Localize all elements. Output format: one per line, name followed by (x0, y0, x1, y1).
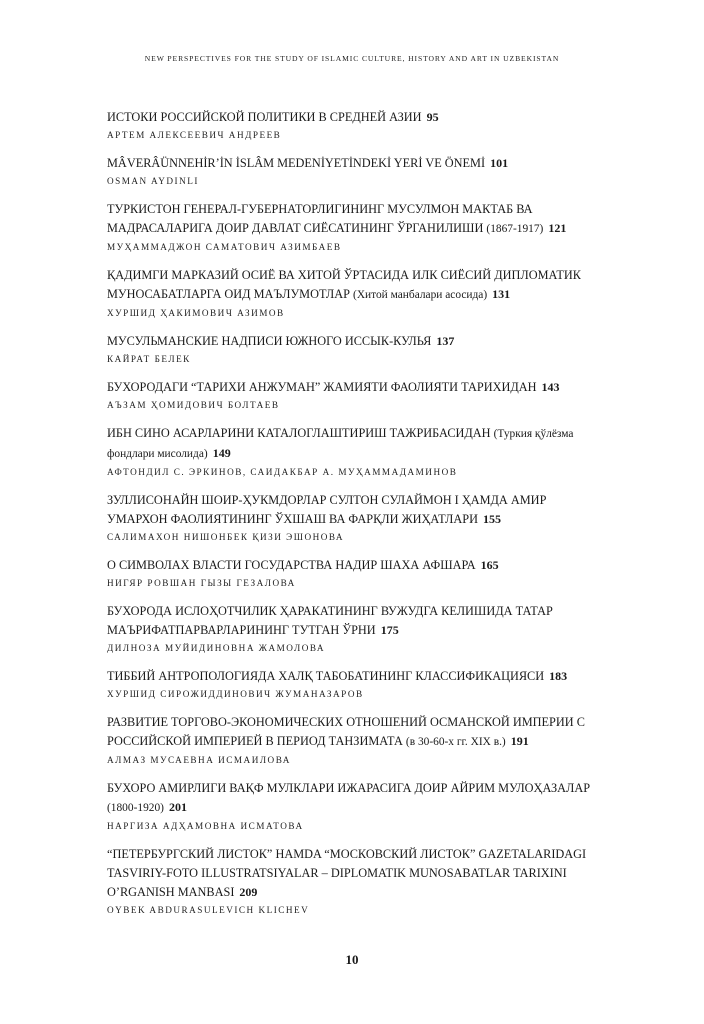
toc-entry (107, 556, 607, 591)
entry-title: ЗУЛЛИСОНАЙН ШОИР-ҲУКМДОРЛАР СУЛТОН СУЛАЙМОН I ҲАМДА АМИР УМАРХОН ФАОЛИЯТИНИНГ ЎХШАШ ВА ФАРҚЛИ ЖИҲАТЛАРИ (107, 493, 547, 526)
entry-author: АЛМАЗ МУСАЕВНА ИСМАИЛОВА (107, 755, 291, 765)
entry-author: НИГЯР РОВШАН ГЫЗЫ ГЕЗАЛОВА (107, 578, 296, 588)
entry-title-line (107, 779, 607, 818)
entry-title-line (107, 200, 607, 239)
entry-page-number: 95 (426, 110, 439, 124)
entry-title-line (107, 424, 607, 464)
entry-author: ХУРШИД ҲАКИМОВИЧ АЗИМОВ (107, 308, 285, 318)
toc-entry (107, 602, 607, 656)
entry-author: OSMAN AYDINLI (107, 176, 199, 186)
entry-subtitle: (1800-1920) (107, 802, 164, 814)
entry-title: ТУРКИСТОН ГЕНЕРАЛ-ГУБЕРНАТОРЛИГИНИНГ МУСУЛМОН МАКТАБ ВА МАДРАСАЛАРИГА ДОИР ДАВЛАТ СИЁСАТИНИНГ ЎРГАНИЛИШИ (107, 202, 533, 235)
entry-author: КАЙРАТ БЕЛЕК (107, 354, 191, 364)
entry-title: ҚАДИМГИ МАРКАЗИЙ ОСИЁ ВА ХИТОЙ ЎРТАСИДА ИЛК СИЁСИЙ ДИПЛОМАТИК МУНОСАБАТЛАРГА ОИД МАЪЛУМОТЛАР (107, 268, 581, 301)
toc-entry (107, 200, 607, 255)
entry-page-number: 143 (541, 380, 560, 394)
entry-subtitle: (1867-1917) (486, 223, 544, 235)
entry-page-number: 101 (490, 156, 509, 170)
entry-page-number: 149 (212, 446, 231, 460)
toc-entry (107, 108, 607, 143)
entry-title-line (107, 602, 607, 640)
entry-author: OYBEK ABDURASULEVICH KLICHEV (107, 905, 310, 915)
entry-author: ДИЛНОЗА МУЙИДИНОВНА ЖАМОЛОВА (107, 643, 326, 653)
entry-title-line (107, 713, 607, 752)
toc-entry (107, 266, 607, 321)
entry-subtitle: (в 30-60-х гг. XIX в.) (405, 736, 506, 748)
entry-title-line (107, 108, 607, 127)
entry-subtitle: (Туркия қўлёзма фондлари мисолида) (107, 428, 574, 460)
entry-page-number: 201 (168, 800, 187, 814)
entry-author: НАРГИЗА АДҲАМОВНА ИСМАТОВА (107, 821, 304, 831)
running-header: NEW PERSPECTIVES FOR THE STUDY OF ISLAMIC CULTURE, HISTORY AND ART IN UZBEKISTAN (144, 54, 560, 63)
toc-entry (107, 491, 607, 545)
entry-title: ИБН СИНО АСАРЛАРИНИ КАТАЛОГЛАШТИРИШ ТАЖРИБАСИДАН (107, 426, 491, 440)
entry-author: АРТЕМ АЛЕКСЕЕВИЧ АНДРЕЕВ (107, 130, 282, 140)
entry-title: БУХОРО АМИРЛИГИ ВАҚФ МУЛКЛАРИ ИЖАРАСИГА ДОИР АЙРИМ МУЛОҲАЗАЛАР (107, 781, 591, 795)
entry-page-number: 175 (380, 623, 399, 637)
entry-title: MÂVERÂÜNNEHİR’İN İSLÂM MEDENİYETİNDEKİ YERİ VE ÖNEMİ (107, 156, 486, 170)
entry-author: САЛИМАХОН НИШОНБЕК ҚИЗИ ЭШОНОВА (107, 532, 345, 542)
entry-title: БУХОРОДА ИСЛОҲОТЧИЛИК ҲАРАКАТИНИНГ ВУЖУДГА КЕЛИШИДА ТАТАР МАЪРИФАТПАРВАРЛАРИНИНГ ТУТГАН ЎРНИ (107, 604, 553, 637)
entry-title: БУХОРОДАГИ “ТАРИХИ АНЖУМАН” ЖАМИЯТИ ФАОЛИЯТИ ТАРИХИДАН (107, 380, 537, 394)
entry-title: О СИМВОЛАХ ВЛАСТИ ГОСУДАРСТВА НАДИР ШАХА АФШАРА (107, 558, 476, 572)
entry-page-number: 209 (239, 885, 258, 899)
page-number: 10 (345, 952, 359, 967)
toc-entry (107, 332, 607, 367)
entry-subtitle: (Хитой манбалари асосида) (353, 289, 488, 301)
toc-entry (107, 713, 607, 768)
toc-entry (107, 667, 607, 702)
entry-title: ИСТОКИ РОССИЙСКОЙ ПОЛИТИКИ В СРЕДНЕЙ АЗИИ (107, 110, 422, 124)
toc-entry (107, 378, 607, 413)
toc-entry (107, 154, 607, 189)
entry-author: АЪЗАМ ҲОМИДОВИЧ БОЛТАЕВ (107, 400, 280, 410)
entry-title-line (107, 154, 607, 173)
toc-entry (107, 845, 607, 918)
toc-entry (107, 424, 607, 480)
entry-page-number: 165 (480, 558, 499, 572)
entry-title: МУСУЛЬМАНСКИЕ НАДПИСИ ЮЖНОГО ИССЫК-КУЛЬЯ (107, 334, 432, 348)
entry-author: МУҲАММАДЖОН САМАТОВИЧ АЗИМБАЕВ (107, 242, 342, 252)
entry-page-number: 121 (548, 221, 567, 235)
entry-title-line (107, 332, 607, 351)
entry-title-line (107, 667, 607, 686)
entry-page-number: 137 (436, 334, 455, 348)
entry-title-line (107, 266, 607, 305)
entry-author: АФТОНДИЛ С. ЭРКИНОВ, САИДАКБАР А. МУҲАММАДАМИНОВ (107, 467, 458, 477)
entry-title-line (107, 845, 607, 902)
entry-author: ХУРШИД СИРОЖИДДИНОВИЧ ЖУМАНАЗАРОВ (107, 689, 364, 699)
toc-entry (107, 779, 607, 834)
entry-title: ТИББИЙ АНТРОПОЛОГИЯДА ХАЛҚ ТАБОБАТИНИНГ КЛАССИФИКАЦИЯСИ (107, 669, 545, 683)
entry-title-line (107, 378, 607, 397)
entry-page-number: 191 (510, 734, 529, 748)
table-of-contents (107, 108, 607, 929)
entry-title: РАЗВИТИЕ ТОРГОВО-ЭКОНОМИЧЕСКИХ ОТНОШЕНИЙ ОСМАНСКОЙ ИМПЕРИИ С РОССИЙСКОЙ ИМПЕРИЕЙ В ПЕРИОД ТАНЗИМАТА (107, 715, 585, 748)
entry-title-line (107, 491, 607, 529)
entry-page-number: 131 (492, 287, 511, 301)
entry-title-line (107, 556, 607, 575)
entry-title: “ПЕТЕРБУРГСКИЙ ЛИСТОК” HAMDA “МОСКОВСКИЙ ЛИСТОК” GAZETALARIDAGI TASVIRIY-FOTO ILLUSTRATSIYALAR – DIPLOMATIK MUNOSABATLAR TARIXINI O’RGANISH MANBASI (107, 847, 587, 899)
entry-page-number: 155 (483, 512, 502, 526)
entry-page-number: 183 (549, 669, 568, 683)
